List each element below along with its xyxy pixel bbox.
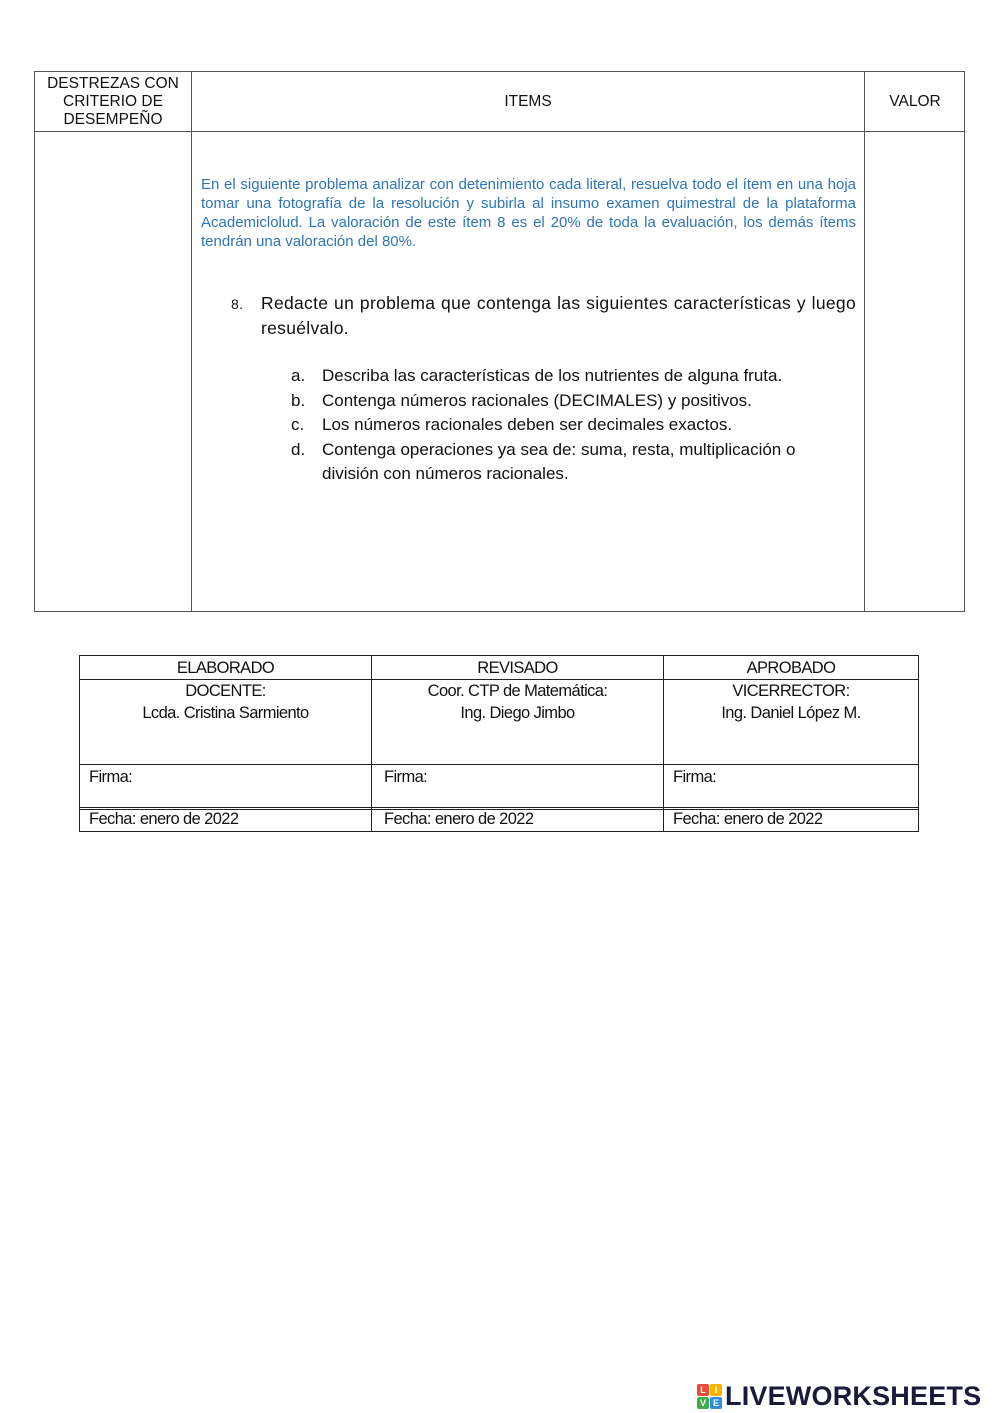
liveworksheets-logo	[697, 1381, 981, 1412]
header-revisado: REVISADO	[477, 659, 558, 677]
person-name: Ing. Diego Jimbo	[460, 704, 575, 722]
question-subitems	[291, 364, 851, 487]
logo-text: LIVEWORKSHEETS	[725, 1381, 982, 1411]
person-name: Ing. Daniel López M.	[721, 704, 861, 722]
logo-mark-icon	[697, 1384, 722, 1409]
header-items: ITEMS	[504, 92, 552, 110]
role-coordinador	[372, 680, 663, 724]
signature-table	[79, 655, 919, 832]
list-item	[291, 364, 851, 389]
firma-label: Firma:	[673, 768, 717, 786]
fecha-label: Fecha: enero de 2022	[89, 810, 239, 828]
list-item-letter: c.	[291, 415, 305, 434]
column-divider	[864, 72, 865, 611]
column-divider	[191, 72, 192, 611]
list-item	[291, 438, 851, 487]
header-valor: VALOR	[889, 92, 941, 110]
list-item-letter: a.	[291, 366, 306, 385]
question-number: 8.	[231, 296, 244, 312]
row-divider	[80, 764, 918, 765]
header-aprobado: APROBADO	[746, 659, 836, 677]
logo-tile: L	[697, 1384, 709, 1396]
role-vicerrector	[664, 680, 918, 724]
header-destrezas: DESTREZAS CON CRITERIO DE DESEMPEÑO	[47, 74, 179, 128]
firma-label: Firma:	[384, 768, 428, 786]
list-item-letter: b.	[291, 390, 306, 410]
question-text: Redacte un problema que contenga las siguientes características y luego resuélvalo.	[261, 293, 856, 338]
list-item	[291, 389, 851, 414]
fecha-label: Fecha: enero de 2022	[673, 810, 823, 828]
person-name: Lcda. Cristina Sarmiento	[142, 704, 309, 722]
logo-tile: V	[697, 1397, 709, 1409]
role-label: DOCENTE:	[185, 682, 266, 700]
role-label: Coor. CTP de Matemática:	[427, 682, 608, 700]
question-8	[231, 291, 856, 341]
logo-tile: E	[710, 1397, 722, 1409]
list-item-letter: d.	[291, 439, 306, 459]
list-item-text: Contenga números racionales (DECIMALES) y positivos.	[322, 390, 752, 410]
instruction-text: En el siguiente problema analizar con detenimiento cada literal, resuelva todo el ítem en una hoja tomar una fotografía de la resolución y subirla al insumo examen quimestral de la plataforma Academiclolud. La valoración de este ítem 8 es el 20% de toda la evaluación, los demás ítems tendrán una valoración del 80%.	[201, 176, 856, 250]
role-docente	[80, 680, 371, 724]
list-item-text: Los números racionales deben ser decimales exactos.	[322, 415, 733, 434]
list-item-text: Describa las características de los nutrientes de alguna fruta.	[322, 366, 783, 385]
header-elaborado: ELABORADO	[176, 659, 275, 677]
items-table	[34, 71, 965, 612]
header-divider	[35, 131, 964, 132]
logo-tile: I	[710, 1384, 722, 1396]
fecha-label: Fecha: enero de 2022	[384, 810, 534, 828]
firma-label: Firma:	[89, 768, 133, 786]
role-label: VICERRECTOR:	[732, 682, 850, 700]
list-item-text: Contenga operaciones ya sea de: suma, resta, multiplicación o división con números racionales.	[322, 439, 796, 483]
list-item	[291, 413, 851, 438]
